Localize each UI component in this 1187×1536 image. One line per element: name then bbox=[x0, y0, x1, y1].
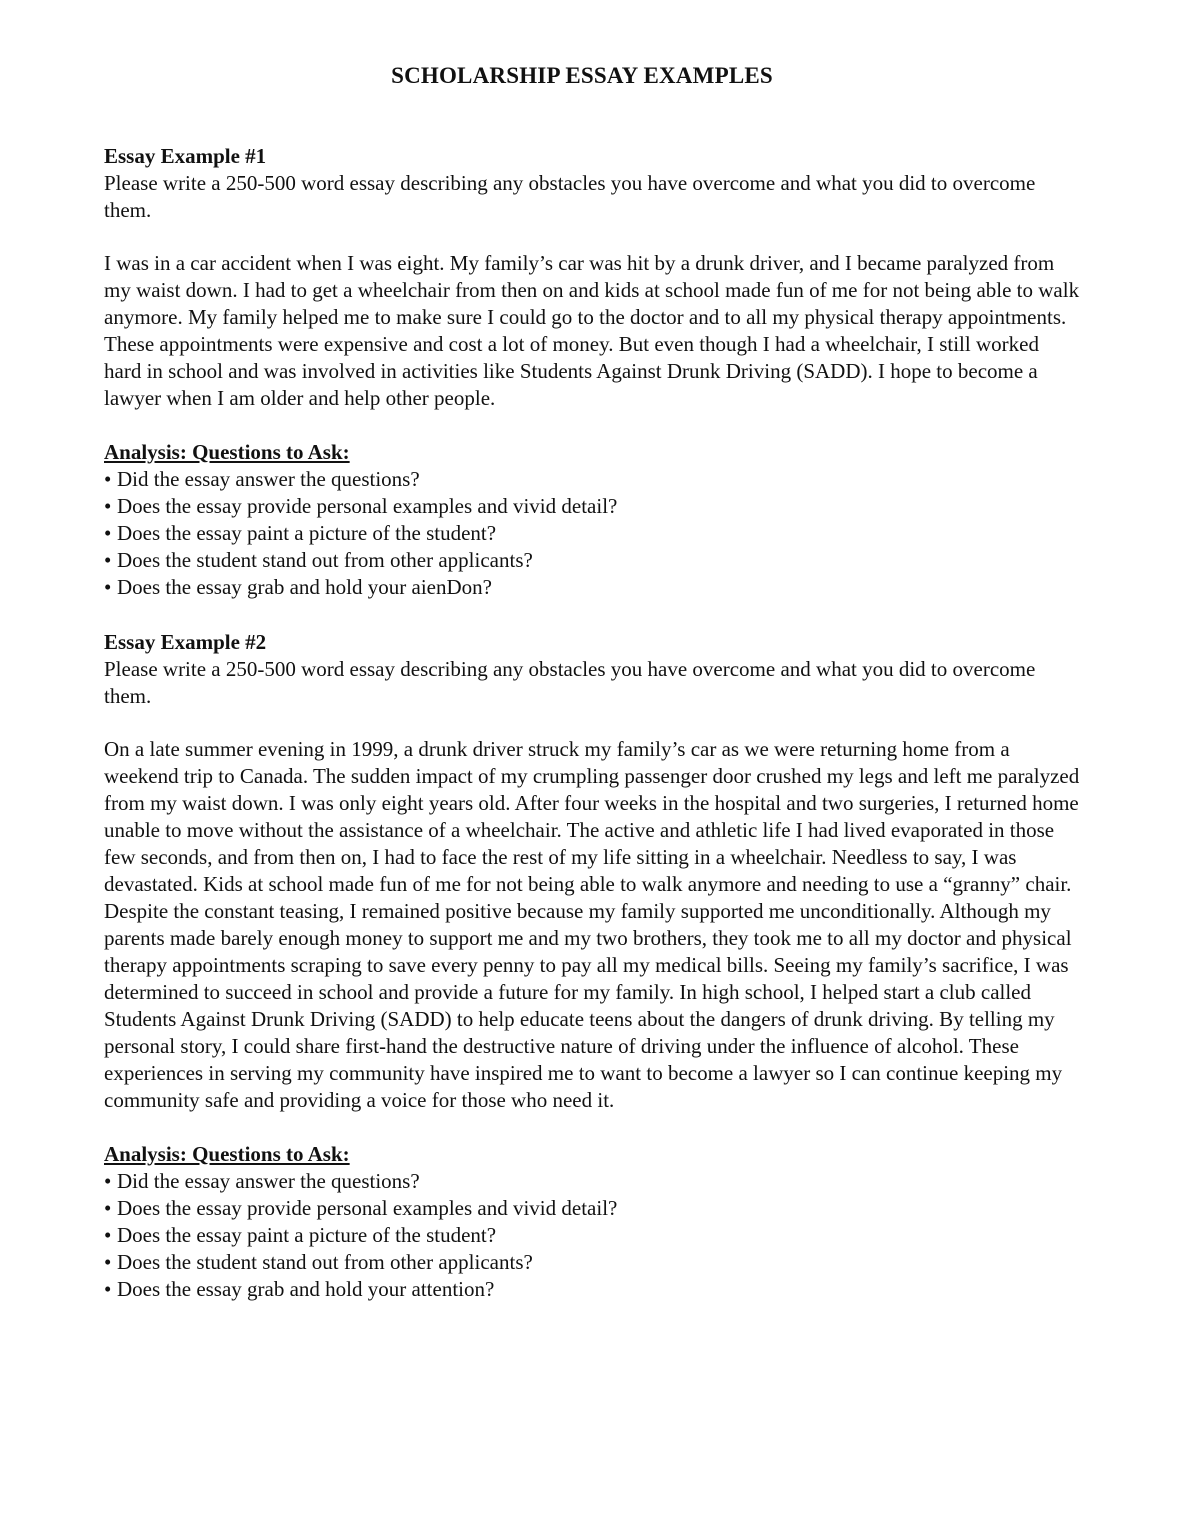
bullet-icon: • bbox=[104, 1222, 112, 1247]
analysis-1-heading: Analysis: Questions to Ask: bbox=[104, 439, 350, 464]
list-item bbox=[104, 1276, 1080, 1303]
list-item bbox=[104, 1168, 1080, 1195]
essay-example-1-body: I was in a car accident when I was eight. My family’s car was hit by a drunk driver, and I became paralyzed from my waist down. I had to get a wheelchair from then on and kids at school made fun of me for not being able to walk anymore. My family helped me to make sure I could go to the doctor and to all my physical therapy appointments. These appointments were expensive and cost a lot of money. But even though I had a wheelchair, I still worked hard in school and was involved in activities like Students Against Drunk Driving (SADD). I hope to become a lawyer when I am older and help other people. bbox=[104, 250, 1080, 410]
analysis-1-list bbox=[104, 466, 1080, 601]
essay-example-1-heading: Essay Example #1 bbox=[104, 143, 267, 168]
bullet-icon: • bbox=[104, 1195, 112, 1220]
list-item bbox=[104, 1249, 1080, 1276]
list-item-label: Does the essay paint a picture of the student? bbox=[117, 520, 497, 545]
bullet-icon: • bbox=[104, 574, 112, 599]
list-item bbox=[104, 547, 1080, 574]
list-item bbox=[104, 1195, 1080, 1222]
list-item-label: Does the student stand out from other applicants? bbox=[117, 547, 533, 572]
list-item-label: Does the essay provide personal examples and vivid detail? bbox=[117, 493, 618, 518]
list-item-label: Does the essay grab and hold your attention? bbox=[117, 1276, 495, 1301]
essay-example-1-section bbox=[104, 143, 1080, 601]
spacer bbox=[104, 412, 1080, 439]
page-title: SCHOLARSHIP ESSAY EXAMPLES bbox=[391, 63, 773, 88]
list-item-label: Did the essay answer the questions? bbox=[117, 1168, 420, 1193]
essay-example-1-prompt: Please write a 250-500 word essay describing any obstacles you have overcome and what you did to overcome them. bbox=[104, 170, 1036, 222]
list-item-label: Does the essay provide personal examples and vivid detail? bbox=[117, 1195, 618, 1220]
analysis-2-list bbox=[104, 1168, 1080, 1303]
bullet-icon: • bbox=[104, 1168, 112, 1193]
spacer bbox=[104, 224, 1080, 250]
list-item-label: Did the essay answer the questions? bbox=[117, 466, 420, 491]
essay-example-2-heading: Essay Example #2 bbox=[104, 629, 267, 654]
bullet-icon: • bbox=[104, 520, 112, 545]
analysis-2-heading-wrap bbox=[104, 1141, 1080, 1168]
analysis-1-heading-wrap bbox=[104, 439, 1080, 466]
essay-example-2-body: On a late summer evening in 1999, a drunk driver struck my family’s car as we were returning home from a weekend trip to Canada. The sudden impact of my crumpling passenger door crushed my legs and left me paralyzed from my waist down. I was only eight years old. After four weeks in the hospital and two surgeries, I returned home unable to move without the assistance of a wheelchair. The active and athletic life I had lived evaporated in those few seconds, and from then on, I had to face the rest of my life sitting in a wheelchair. Needless to say, I was devastated. Kids at school made fun of me for not being able to walk anymore and needing to use a “granny” chair. Despite the constant teasing, I remained positive because my family supported me unconditionally. Although my parents made barely enough money to support me and my two brothers, they took me to all my doctor and physical therapy appointments scraping to save every penny to pay all my medical bills. Seeing my family’s sacrifice, I was determined to succeed in school and provide a future for my family. In high school, I helped start a club called Students Against Drunk Driving (SADD) to help educate teens about the dangers of drunk driving. By telling my personal story, I could share first-hand the destructive nature of driving under the influence of alcohol. These experiences in serving my community have inspired me to want to become a lawyer so I can continue keeping my community safe and providing a voice for those who need it. bbox=[104, 736, 1080, 1112]
list-item bbox=[104, 520, 1080, 547]
list-item bbox=[104, 1222, 1080, 1249]
list-item bbox=[104, 466, 1080, 493]
essay-example-2-prompt: Please write a 250-500 word essay describing any obstacles you have overcome and what you did to overcome them. bbox=[104, 656, 1036, 708]
bullet-icon: • bbox=[104, 1249, 112, 1274]
list-item bbox=[104, 493, 1080, 520]
bullet-icon: • bbox=[104, 493, 112, 518]
spacer bbox=[104, 1114, 1080, 1141]
bullet-icon: • bbox=[104, 466, 112, 491]
spacer bbox=[104, 90, 1080, 143]
bullet-icon: • bbox=[104, 547, 112, 572]
list-item-label: Does the essay grab and hold your aienDon? bbox=[117, 574, 492, 599]
list-item bbox=[104, 574, 1080, 601]
spacer bbox=[104, 710, 1080, 736]
bullet-icon: • bbox=[104, 1276, 112, 1301]
spacer bbox=[104, 601, 1080, 629]
list-item-label: Does the student stand out from other applicants? bbox=[117, 1249, 533, 1274]
list-item-label: Does the essay paint a picture of the student? bbox=[117, 1222, 497, 1247]
analysis-2-heading: Analysis: Questions to Ask: bbox=[104, 1141, 350, 1166]
essay-example-2-section bbox=[104, 629, 1080, 1303]
